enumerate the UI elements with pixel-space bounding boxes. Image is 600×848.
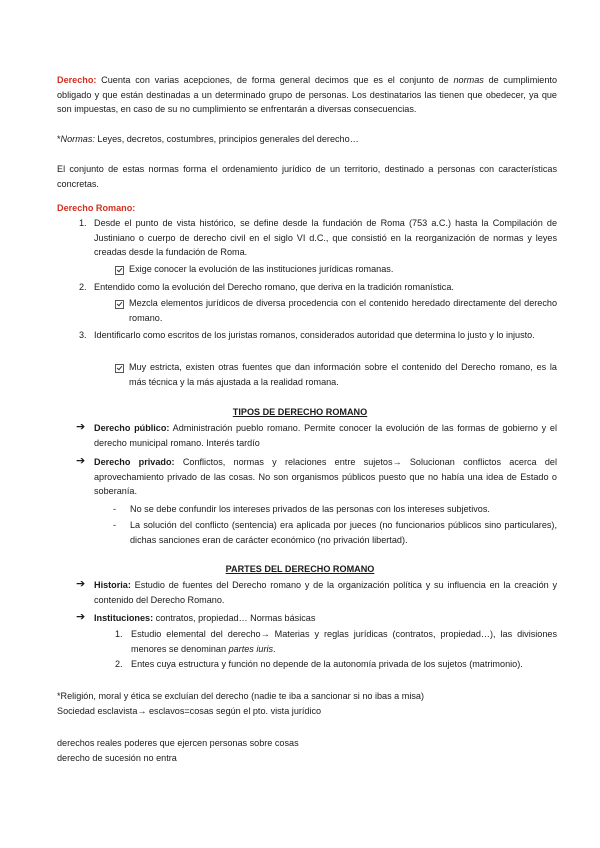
- arrow-icon: ➔: [76, 611, 86, 623]
- sub-2-text: Entes cuya estructura y función no depende de la autonomía privada de los sujetos (matrimonio).: [131, 659, 523, 669]
- item-2-number: 2.: [79, 282, 87, 292]
- derecho-publico: Derecho público: Administración pueblo romano. Permite conocer la evolución de las formas de gobierno y el derecho municipal romano. Interés tardío: [94, 423, 557, 448]
- partes-heading: PARTES DEL DERECHO ROMANO: [225, 564, 375, 574]
- arrow-icon: ➔: [76, 578, 86, 590]
- privado-dash-1: No se debe confundir los intereses privados de las personas con los intereses subjetivos.: [130, 504, 490, 514]
- religion-note: *Religión, moral y ética se excluían del derecho (nadie te iba a sancionar si no ibas a misa): [57, 691, 424, 701]
- privado-dash-2: La solución del conflicto (sentencia) era aplicada por jueces (no funcionarios públicos sino particulares), dichas sanciones eran de carácter económico (no privación libertad).: [130, 520, 557, 545]
- derecho-romano-title: Derecho Romano:: [57, 203, 136, 213]
- item-3-text: Identificarlo como escritos de los juristas romanos, considerados autoridad que determina lo justo y lo injusto.: [94, 330, 535, 340]
- derecho-privado: Derecho privado: Conflictos, normas y relaciones entre sujetos→ Solucionan conflictos acerca del aprovechamiento privado de las cosas. No son organismos públicos puesto que no había una idea de Estado o soberanía.: [94, 457, 557, 497]
- item-2-text: Entendido como la evolución del Derecho romano, que deriva en la tradición romanística.: [94, 282, 454, 292]
- instituciones: Instituciones: contratos, propiedad… Normas básicas: [94, 613, 316, 623]
- arrow-icon: ➔: [76, 455, 86, 467]
- item-3-number: 3.: [79, 330, 87, 340]
- sucesion-note: derecho de sucesión no entra: [57, 753, 177, 763]
- ordenamiento-paragraph: El conjunto de estas normas forma el ordenamiento jurídico de un territorio, destinado a personas con características concretas.: [57, 164, 557, 189]
- checkbox-icon: [115, 266, 124, 275]
- sub-1-number: 1.: [115, 629, 123, 639]
- dash-bullet: -: [113, 504, 117, 514]
- dash-bullet: -: [113, 520, 117, 530]
- reales-note: derechos reales poderes que ejercen personas sobre cosas: [57, 738, 299, 748]
- normas-note: *Normas: Leyes, decretos, costumbres, principios generales del derecho…: [57, 134, 359, 144]
- checkbox-icon: [115, 300, 124, 309]
- item-2-check-text: Mezcla elementos jurídicos de diversa procedencia con el contenido heredado directamente del derecho romano.: [129, 298, 557, 323]
- esclavista-note: Sociedad esclavista→ esclavos=cosas según el pto. vista jurídico: [57, 706, 322, 716]
- tipos-heading: TIPOS DE DERECHO ROMANO: [232, 407, 368, 417]
- derecho-definition: Derecho: Cuenta con varias acepciones, de forma general decimos que es el conjunto de normas de cumplimiento obligado y que están destinadas a un determinado grupo de personas. Los destinatarios las tienen que obedecer, ya que son impuestas, en caso de su no cumplimiento se enfrentarán a diversas consecuencias.: [57, 75, 557, 115]
- item-3-check-text: Muy estricta, existen otras fuentes que dan información sobre el contenido del Derecho romano, es la más técnica y la más ajustada a la realidad romana.: [129, 362, 557, 387]
- sub-1-text: Estudio elemental del derecho→ Materias y reglas jurídicas (contratos, propiedad…), las divisiones menores se denominan partes iuris.: [131, 629, 557, 654]
- item-1-check-text: Exige conocer la evolución de las instituciones jurídicas romanas.: [129, 264, 394, 274]
- derecho-label: Derecho:: [57, 75, 97, 85]
- item-1-number: 1.: [79, 218, 87, 228]
- sub-2-number: 2.: [115, 659, 123, 669]
- checkbox-icon: [115, 364, 124, 373]
- normas-word: normas: [453, 75, 484, 85]
- item-1-text: Desde el punto de vista histórico, se define desde la fundación de Roma (753 a.C.) hasta la Compilación de Justiniano o cuerpo de derecho civil en el siglo VI d.C., que consistió en la reorganización de normas y leyes creadas desde la fundación de Roma.: [94, 218, 557, 258]
- arrow-icon: ➔: [76, 421, 86, 433]
- historia: Historia: Estudio de fuentes del Derecho romano y de la organización política y su influencia en la creación y contenido del Derecho Romano.: [94, 580, 557, 605]
